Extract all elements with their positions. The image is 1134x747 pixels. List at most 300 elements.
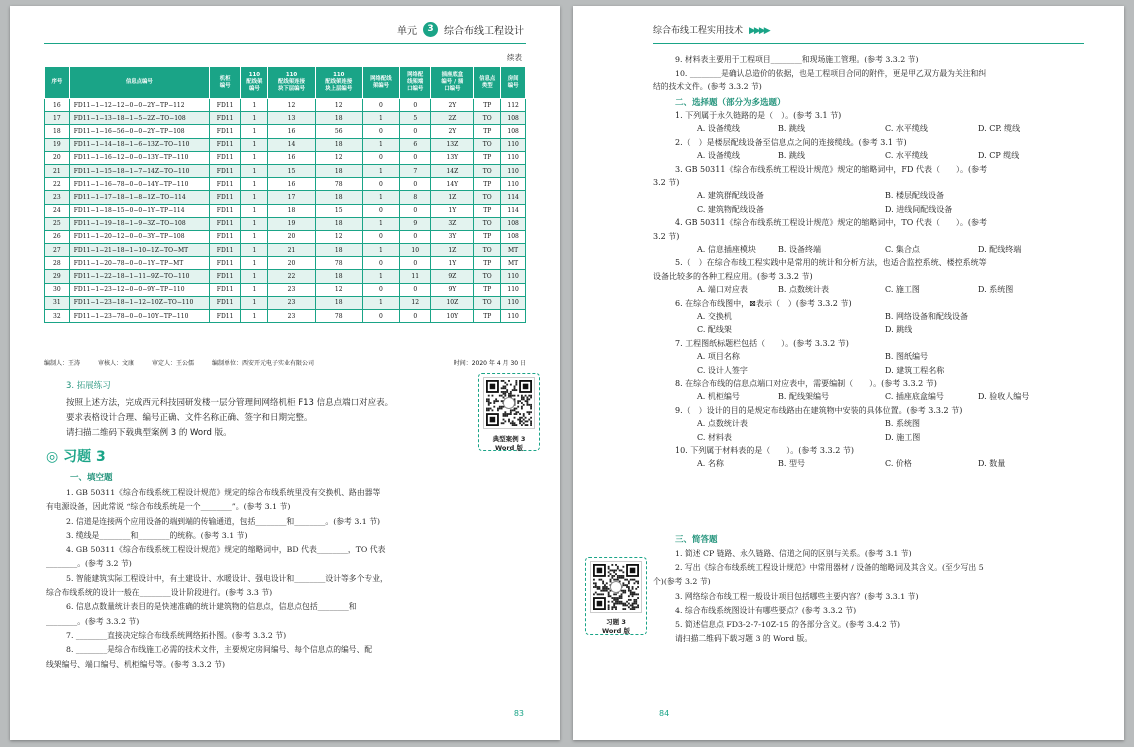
- table-cell: 12: [399, 296, 431, 309]
- table-cell: 23: [268, 310, 315, 323]
- question-line: 请扫描二维码下载习题 3 的 Word 版。: [675, 634, 813, 644]
- answer-option: D. 配线终端: [978, 245, 1022, 254]
- table-cell: 0: [362, 204, 399, 217]
- table-footer-item: 审核人：文康: [98, 360, 135, 367]
- table-cell: TO: [474, 164, 501, 177]
- answer-option: C. 建筑物配线设备: [697, 204, 764, 214]
- answer-option: B. 设备终端: [778, 245, 821, 254]
- answer-option: B. 跳线: [778, 124, 805, 134]
- table-cell: TO: [474, 296, 501, 309]
- table-cell: 1: [241, 310, 268, 323]
- table-cell: 1Y: [431, 257, 474, 270]
- table-cell: FD11−1−21−18−1−10−1Z−TO−MT: [69, 244, 209, 257]
- question-line: 个)(参考 3.2 节): [653, 577, 711, 587]
- table-cell: FD11: [209, 125, 241, 138]
- column-header: 房间 编号: [501, 67, 526, 99]
- question-line: 3. 缆线是________和________的统称。(参考 3.1 节): [66, 530, 248, 540]
- table-cell: FD11: [209, 178, 241, 191]
- table-cell: 110: [501, 270, 526, 283]
- table-cell: 1: [362, 244, 399, 257]
- answer-option: D. 跳线: [885, 325, 913, 335]
- table-cell: 27: [45, 244, 70, 257]
- question-stem: 4. GB 50311《综合布线系统工程设计规范》规定的缩略词中，TO 代表（ ）。(参考: [675, 218, 987, 228]
- table-cell: 1Y: [431, 204, 474, 217]
- answer-option: B. 点数统计表: [778, 285, 829, 295]
- table-footer-item: 编制人：王涛: [44, 360, 81, 367]
- table-continued-label: 续表: [507, 53, 522, 62]
- table-cell: TP: [474, 257, 501, 270]
- qr-caption: [479, 434, 539, 452]
- table-cell: 18: [315, 138, 362, 151]
- table-cell: 2Y: [431, 125, 474, 138]
- table-cell: 24: [45, 204, 70, 217]
- table-cell: FD11: [209, 283, 241, 296]
- table-cell: TP: [474, 151, 501, 164]
- answer-option: C. 设计人签字: [697, 365, 748, 375]
- question-line: 8. ________是综合布线施工必需的技术文件，主要规定房间编号、每个信息点的编号、配: [66, 645, 373, 655]
- table-cell: 1: [241, 191, 268, 204]
- table-cell: 18: [315, 296, 362, 309]
- table-cell: 0: [362, 151, 399, 164]
- table-cell: 10: [399, 244, 431, 257]
- table-cell: 1: [362, 138, 399, 151]
- table-cell: 13Z: [431, 138, 474, 151]
- table-cell: 0: [362, 99, 399, 112]
- column-header: 机柜 编号: [209, 67, 241, 99]
- table-cell: TO: [474, 191, 501, 204]
- answer-option: A. 交换机: [697, 312, 732, 321]
- table-cell: MT: [501, 244, 526, 257]
- table-cell: 6: [399, 138, 431, 151]
- question-line: 1. GB 50311《综合布线系统工程设计规范》规定的综合布线系统里没有交换机、路由器等: [66, 488, 381, 497]
- table-row: [45, 310, 526, 323]
- table-cell: 0: [399, 230, 431, 243]
- table-cell: 23: [45, 191, 70, 204]
- answer-option: A. 设备缆线: [697, 151, 740, 161]
- table-cell: 28: [45, 257, 70, 270]
- header-unit: 单元: [397, 26, 417, 37]
- table-cell: 1: [362, 191, 399, 204]
- table-cell: 18: [315, 244, 362, 257]
- running-header: [653, 23, 769, 36]
- table-cell: FD11: [209, 204, 241, 217]
- question-stem: 10. 下列属于材料表的是（ ）。(参考 3.3.2 节): [675, 446, 854, 455]
- table-cell: FD11−1−20−12−0−0−3Y−TP−108: [69, 230, 209, 243]
- table-row: [45, 138, 526, 151]
- table-cell: 110: [501, 310, 526, 323]
- table-cell: 21: [268, 244, 315, 257]
- table-cell: 21: [45, 164, 70, 177]
- table-cell: 110: [501, 178, 526, 191]
- table-cell: 12: [315, 230, 362, 243]
- table-cell: 12: [315, 99, 362, 112]
- table-cell: FD11: [209, 230, 241, 243]
- question-line: ________。(参考 3.2 节): [46, 559, 132, 569]
- answer-option: B. 网络设备和配线设备: [885, 312, 968, 321]
- table-cell: 19: [45, 138, 70, 151]
- question-line: 综合布线系统的设计一般在________设计阶段进行。(参考 3.3 节): [46, 588, 273, 598]
- table-cell: 14Y: [431, 178, 474, 191]
- table-cell: 32: [45, 310, 70, 323]
- table-cell: FD11: [209, 164, 241, 177]
- answer-option: D. 进线间配线设备: [885, 204, 953, 214]
- table-cell: 8: [399, 191, 431, 204]
- page-number: 83: [513, 709, 524, 718]
- table-cell: 31: [45, 296, 70, 309]
- table-cell: 15: [268, 164, 315, 177]
- table-cell: FD11−1−23−78−0−0−10Y−TP−110: [69, 310, 209, 323]
- table-row: [45, 270, 526, 283]
- question-stem: 设备比较多的各种工程应用。(参考 3.3.2 节): [653, 271, 813, 281]
- answer-option: C. 集合点: [885, 245, 920, 254]
- table-header-row: [45, 67, 526, 99]
- question-stem: 2.（ ）是楼层配线设备至信息点之间的连接缆线。(参考 3.1 节): [675, 137, 907, 147]
- table-cell: FD11: [209, 244, 241, 257]
- column-header: 110 配线架连接 块下层编号: [268, 67, 315, 99]
- table-cell: 1Z: [431, 191, 474, 204]
- table-row: [45, 283, 526, 296]
- answer-option: B. 配线架编号: [778, 392, 829, 402]
- table-cell: 12: [315, 151, 362, 164]
- qr-code-icon[interactable]: [591, 562, 641, 612]
- short-answer-questions: [653, 547, 1088, 646]
- table-row: [45, 164, 526, 177]
- question-line: 3. 网络综合布线工程一般设计项目包括哪些主要内容？(参考 3.3.1 节): [675, 591, 919, 601]
- extension-line: 按照上述方法，完成西元科技园研发楼一层分管理间网络机柜 F13 信息点端口对应表。: [66, 398, 394, 408]
- question-line: 2. 写出《综合布线系统工程设计规范》中常用器材 / 设备的缩略词及其含义。(至少写出 5: [675, 563, 984, 573]
- right-page: [573, 6, 1124, 740]
- header-rule: [653, 43, 1084, 44]
- table-cell: 78: [315, 310, 362, 323]
- table-cell: 30: [45, 283, 70, 296]
- qr-caption-line: 典型案例 3: [492, 435, 526, 443]
- table-cell: FD11−1−19−18−1−9−3Z−TO−108: [69, 217, 209, 230]
- answer-option: C. 价格: [885, 459, 912, 469]
- answer-option: B. 型号: [778, 459, 805, 469]
- table-cell: TP: [474, 178, 501, 191]
- table-cell: 0: [362, 257, 399, 270]
- table-cell: 1: [241, 296, 268, 309]
- table-cell: 29: [45, 270, 70, 283]
- table-cell: 1: [362, 296, 399, 309]
- answer-option: B. 跳线: [778, 151, 805, 161]
- table-cell: FD11−1−12−12−0−0−2Y−TP−112: [69, 99, 209, 112]
- table-row: [45, 112, 526, 125]
- table-cell: 19: [268, 217, 315, 230]
- table-cell: 110: [501, 296, 526, 309]
- table-cell: FD11: [209, 99, 241, 112]
- table-footer-item: 审定人：王公儒: [152, 360, 195, 367]
- table-cell: 1: [241, 270, 268, 283]
- answer-option: A. 项目名称: [697, 352, 740, 362]
- question-stem: 6. 在综合布线图中，⊠表示（ ）(参考 3.3.2 节): [675, 298, 852, 308]
- table-cell: TO: [474, 138, 501, 151]
- table-cell: 1: [362, 112, 399, 125]
- exercise-heading: ◎ 习题 3: [46, 449, 106, 465]
- table-cell: 0: [362, 178, 399, 191]
- table-footer-item: 编制单位：西安开元电子实业有限公司: [212, 360, 315, 367]
- answer-option: A. 点数统计表: [697, 419, 748, 429]
- fill-blank-questions: [46, 486, 524, 672]
- extension-line: 要求表格设计合理、编号正确、文件名称正确、签字和日期完整。: [66, 413, 313, 423]
- table-cell: 18: [315, 217, 362, 230]
- table-cell: 1: [241, 257, 268, 270]
- answer-option: D. CP 缆线: [978, 151, 1020, 161]
- arrows-icon: ▶▶▶▶: [749, 26, 769, 36]
- answer-option: C. 水平缆线: [885, 124, 928, 134]
- table-cell: 13: [268, 112, 315, 125]
- table-cell: 2Y: [431, 99, 474, 112]
- answer-option: C. 配线架: [697, 325, 732, 335]
- table-cell: 2Z: [431, 112, 474, 125]
- answer-option: D. 数量: [978, 459, 1006, 469]
- table-cell: 20: [268, 230, 315, 243]
- question-line: 7. ________直接决定综合布线系统网络拓扑图。(参考 3.3.2 节): [66, 630, 287, 640]
- question-line: 4. GB 50311《综合布线系统工程设计规范》规定的缩略词中，BD 代表________，TO 代表: [66, 545, 386, 555]
- table-cell: FD11: [209, 310, 241, 323]
- table-row: [45, 191, 526, 204]
- qr-caption: [586, 617, 646, 635]
- table-cell: 1: [362, 164, 399, 177]
- left-page: [10, 6, 560, 740]
- table-cell: 12: [268, 99, 315, 112]
- table-cell: 1: [241, 151, 268, 164]
- table-cell: 10Z: [431, 296, 474, 309]
- table-cell: 108: [501, 112, 526, 125]
- question-stem: 3.2 节): [653, 231, 680, 241]
- table-cell: 0: [399, 99, 431, 112]
- table-cell: FD11: [209, 270, 241, 283]
- table-cell: 1: [241, 125, 268, 138]
- header-title: 综合布线工程设计: [444, 26, 524, 37]
- table-row: [45, 244, 526, 257]
- table-cell: 18: [268, 204, 315, 217]
- table-cell: 20: [268, 257, 315, 270]
- question-line: 线架编号、端口编号、机柜编号等。(参考 3.3.2 节): [46, 659, 226, 669]
- table-row: [45, 125, 526, 138]
- question-line: 4. 综合布线系统图设计有哪些要点？(参考 3.3.2 节): [675, 605, 857, 615]
- table-cell: 110: [501, 283, 526, 296]
- table-cell: 108: [501, 125, 526, 138]
- question-line: 10. ________是确认总造价的依据，也是工程项目合同的附件，更是甲乙双方最为关注和纠: [675, 68, 987, 78]
- table-cell: 22: [45, 178, 70, 191]
- table-cell: 9: [399, 217, 431, 230]
- answer-option: B. 楼层配线设备: [885, 191, 944, 201]
- column-header: 网络配线 架编号: [362, 67, 399, 99]
- table-cell: 9Z: [431, 270, 474, 283]
- table-cell: 16: [268, 125, 315, 138]
- extension-body: [66, 396, 393, 441]
- table-cell: TO: [474, 217, 501, 230]
- answer-option: D. 系统图: [978, 285, 1014, 295]
- answer-option: A. 信息插座模块: [697, 245, 756, 254]
- table-cell: FD11−1−13−18−1−5−2Z−TO−108: [69, 112, 209, 125]
- column-header: 序号: [45, 67, 70, 99]
- table-cell: TP: [474, 230, 501, 243]
- table-row: [45, 99, 526, 112]
- answer-option: D. 验收人编号: [978, 392, 1030, 402]
- table-cell: 1: [362, 217, 399, 230]
- table-cell: 14Z: [431, 164, 474, 177]
- table-cell: 17: [45, 112, 70, 125]
- answer-option: A. 名称: [697, 459, 724, 469]
- question-line: 5. 智能建筑实际工程设计中，有土建设计、水暖设计、强电设计和________设计等多个专业，: [66, 573, 388, 583]
- table-cell: FD11−1−16−12−0−0−13Y−TP−110: [69, 151, 209, 164]
- table-cell: FD11−1−18−15−0−0−1Y−TP−114: [69, 204, 209, 217]
- table-cell: 1: [241, 99, 268, 112]
- table-cell: FD11−1−16−56−0−0−2Y−TP−108: [69, 125, 209, 138]
- question-stem: 1. 下列属于永久链路的是（ ）。(参考 3.1 节): [675, 111, 842, 120]
- column-header: 网络配 线架端 口编号: [399, 67, 431, 99]
- qr-caption-line: 习题 3: [606, 618, 626, 626]
- table-cell: 110: [501, 151, 526, 164]
- table-cell: 0: [362, 125, 399, 138]
- header-rule: [44, 43, 526, 44]
- table-cell: 5: [399, 112, 431, 125]
- qr-code-icon[interactable]: [484, 378, 534, 428]
- table-cell: 10Y: [431, 310, 474, 323]
- column-header: 110 配线架连接 块上层编号: [315, 67, 362, 99]
- answer-option: A. 端口对应表: [697, 285, 748, 295]
- table-row: [45, 257, 526, 270]
- table-row: [45, 230, 526, 243]
- table-cell: FD11−1−15−18−1−7−14Z−TO−110: [69, 164, 209, 177]
- table-cell: 18: [315, 270, 362, 283]
- question-line: ________。(参考 3.3.2 节): [46, 616, 140, 626]
- question-line: 有电源设备，因此常说 “综合布线系统是一个________”。(参考 3.1 节): [46, 502, 291, 512]
- table-cell: 1: [241, 217, 268, 230]
- answer-option: D. 建筑工程名称: [885, 365, 945, 375]
- table-cell: 7: [399, 164, 431, 177]
- table-cell: 114: [501, 191, 526, 204]
- table-cell: FD11: [209, 112, 241, 125]
- table-row: [45, 204, 526, 217]
- table-cell: FD11−1−16−78−0−0−14Y−TP−110: [69, 178, 209, 191]
- question-stem: 5.（ ）在综合布线工程实践中是常用的统计和分析方法，也适合监控系统、楼控系统等: [675, 258, 987, 268]
- table-cell: 13Y: [431, 151, 474, 164]
- table-cell: 108: [501, 217, 526, 230]
- fill-blank-heading: 一、填空题: [70, 473, 113, 483]
- qr-caption-line: Word 版: [494, 444, 524, 452]
- table-cell: 3Z: [431, 217, 474, 230]
- answer-option: C. 水平缆线: [885, 151, 928, 161]
- table-cell: 112: [501, 99, 526, 112]
- table-cell: 0: [399, 178, 431, 191]
- table-cell: 56: [315, 125, 362, 138]
- table-cell: 110: [501, 138, 526, 151]
- table-cell: MT: [501, 257, 526, 270]
- table-cell: FD11−1−17−18−1−8−1Z−TO−114: [69, 191, 209, 204]
- table-cell: 18: [315, 164, 362, 177]
- table-cell: 18: [45, 125, 70, 138]
- choice-heading: 二、选择题（部分为多选题）: [675, 98, 786, 108]
- column-header: 信息点 类型: [474, 67, 501, 99]
- table-cell: 0: [362, 283, 399, 296]
- table-cell: FD11−1−20−78−0−0−1Y−TP−MT: [69, 257, 209, 270]
- question-line: 结的技术文件。(参考 3.3.2 节): [653, 82, 762, 91]
- table-cell: 16: [268, 178, 315, 191]
- table-cell: 16: [268, 151, 315, 164]
- qr-caption-line: Word 版: [601, 627, 631, 635]
- table-cell: FD11: [209, 217, 241, 230]
- table-cell: TP: [474, 283, 501, 296]
- table-cell: 14: [268, 138, 315, 151]
- answer-option: C. 插座底盒编号: [885, 392, 944, 402]
- answer-option: D. CP. 缆线: [978, 124, 1021, 134]
- table-cell: 1: [241, 164, 268, 177]
- table-cell: FD11: [209, 138, 241, 151]
- table-cell: TP: [474, 204, 501, 217]
- table-cell: 3Y: [431, 230, 474, 243]
- running-header: [397, 22, 524, 37]
- table-cell: 18: [315, 112, 362, 125]
- answer-option: B. 系统图: [885, 419, 920, 429]
- table-cell: 22: [268, 270, 315, 283]
- table-cell: 1: [362, 270, 399, 283]
- answer-option: D. 施工图: [885, 432, 921, 442]
- table-cell: 0: [362, 230, 399, 243]
- table-cell: TP: [474, 125, 501, 138]
- question-stem: 3.2 节): [653, 178, 680, 187]
- table-cell: FD11: [209, 296, 241, 309]
- table-cell: 15: [315, 204, 362, 217]
- header-title: 综合布线工程实用技术: [653, 26, 744, 36]
- table-cell: 1Z: [431, 244, 474, 257]
- page-number: 84: [659, 709, 670, 718]
- table-cell: FD11−1−22−18−1−11−9Z−TO−110: [69, 270, 209, 283]
- table-cell: TO: [474, 244, 501, 257]
- table-cell: FD11−1−23−12−0−0−9Y−TP−110: [69, 283, 209, 296]
- table-row: [45, 178, 526, 191]
- table-row: [45, 217, 526, 230]
- question-stem: 3. GB 50311《综合布线系统工程设计规范》规定的缩略词中，FD 代表（ ）。(参考: [675, 164, 988, 174]
- table-cell: 26: [45, 230, 70, 243]
- port-mapping-table: [44, 66, 526, 323]
- table-cell: 16: [45, 99, 70, 112]
- table-cell: 23: [268, 283, 315, 296]
- table-cell: 1: [241, 138, 268, 151]
- table-row: [45, 296, 526, 309]
- table-cell: 20: [45, 151, 70, 164]
- answer-option: A. 设备缆线: [697, 124, 740, 134]
- question-stem: 7. 工程图纸标题栏包括（ ）。(参考 3.3.2 节): [675, 338, 849, 348]
- column-header: 信息点编号: [69, 67, 209, 99]
- table-cell: 78: [315, 257, 362, 270]
- table-cell: 114: [501, 204, 526, 217]
- table-cell: TO: [474, 270, 501, 283]
- table-cell: TP: [474, 99, 501, 112]
- question-line: 9. 材料表主要用于工程项目________和现场施工管理。(参考 3.3.2 节): [675, 55, 919, 64]
- table-cell: 0: [399, 204, 431, 217]
- table-cell: 1: [241, 112, 268, 125]
- answer-option: A. 机柜编号: [697, 392, 740, 402]
- extension-title: 3. 拓展练习: [66, 381, 111, 391]
- table-cell: 17: [268, 191, 315, 204]
- question-line: 5. 简述信息点 FD3-2-7-10Z-15 的各部分含义。(参考 3.4.2 节): [675, 620, 901, 630]
- table-cell: 0: [399, 283, 431, 296]
- fill-blank-continued: [653, 53, 1085, 94]
- answer-option: C. 材料表: [697, 432, 732, 442]
- short-answer-heading: 三、简答题: [675, 535, 718, 545]
- answer-option: A. 建筑群配线设备: [697, 191, 764, 201]
- table-cell: 0: [362, 310, 399, 323]
- table-cell: 108: [501, 230, 526, 243]
- question-stem: 8. 在综合布线的信息点端口对应表中，需要编制（ ）。(参考 3.3.2 节): [675, 379, 937, 388]
- table-cell: 78: [315, 178, 362, 191]
- question-line: 6. 信息点数量统计表目的是快速准确的统计建筑物的信息点，信息点包括________和: [66, 602, 357, 612]
- question-stem: 9.（ ）设计的目的是规定布线路由在建筑物中安装的具体位置。(参考 3.3.2 节): [675, 405, 963, 415]
- extension-line: 请扫描二维码下载典型案例 3 的 Word 版。: [66, 428, 232, 438]
